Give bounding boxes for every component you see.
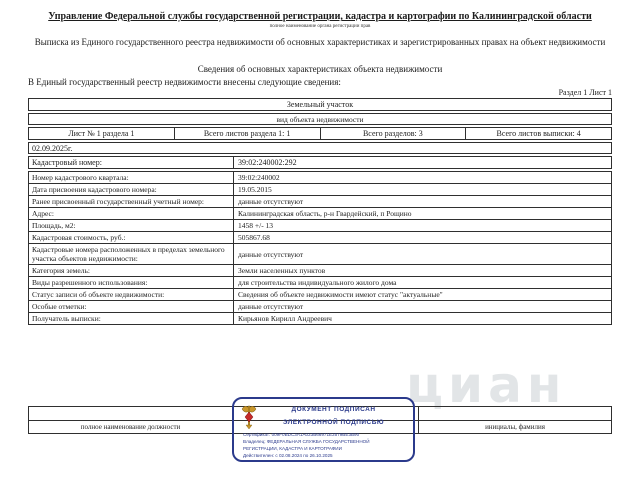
row-label: Ранее присвоенный государственный учетный номер: [29, 196, 234, 207]
row-label: Статус записи об объекте недвижимости: [29, 289, 234, 300]
signature-space [29, 407, 233, 420]
row-value: 505867.68 [238, 233, 270, 242]
table-row [29, 312, 611, 324]
row-label: Площадь, м2: [29, 220, 234, 231]
row-value: данные отсутствуют [238, 249, 304, 259]
sheet-info-row [28, 127, 612, 140]
document-title: Выписка из Единого государственного реестра недвижимости об основных характеристиках и зарегистрированных правах на объект недвижимости [34, 37, 606, 47]
section-characteristics-title: Сведения об основных характеристиках объекта недвижимости [197, 64, 443, 74]
table-row [29, 300, 611, 312]
row-label: Кадастровый номер: [29, 157, 234, 168]
row-label: Виды разрешенного использования: [29, 277, 234, 288]
name-space [419, 407, 611, 420]
row-value: Сведения об объекте недвижимости имеют статус "актуальные" [238, 290, 443, 299]
row-label: Категория земель: [29, 265, 234, 276]
table-row [29, 183, 611, 195]
row-value: 39:02:240002 [238, 173, 280, 182]
stamp-line-1: ДОКУМЕНТ ПОДПИСАН [291, 406, 376, 413]
stamp-certificate: Сертификат: 009F0BDC3A1A023B66971E2579BE3B90 [243, 432, 360, 437]
row-value: Земли населенных пунктов [238, 266, 326, 275]
table-row [29, 231, 611, 243]
table-row [29, 276, 611, 288]
name-caption: инициалы, фамилия [485, 423, 545, 431]
stamp-owner-line-2: РЕГИСТРАЦИИ, КАДАСТРА И КАРТОГРАФИИ [243, 446, 342, 451]
rosreestr-emblem-icon [241, 403, 257, 435]
table-row [29, 207, 611, 219]
row-label: Номер кадастрового квартала: [29, 172, 234, 183]
row-value: 19.05.2015 [238, 185, 272, 194]
row-label: Особые отметки: [29, 301, 234, 312]
details-table [28, 171, 612, 325]
row-value: для строительства индивидуального жилого дома [238, 278, 397, 287]
object-type-caption: вид объекта недвижимости [28, 113, 612, 125]
row-value: 1458 +/- 13 [238, 221, 274, 230]
sheet-info-cell: Всего разделов: 3 [321, 128, 467, 139]
table-row [29, 288, 611, 300]
row-label: Кадастровая стоимость, руб.: [29, 232, 234, 243]
authority-name: Управление Федеральной службы государственной регистрации, кадастра и картографии по Калининградской области [48, 11, 592, 22]
row-value: Калининградская область, р-н Гвардейский, п Рощино [238, 209, 412, 218]
row-label: Адрес: [29, 208, 234, 219]
intro-line: В Единый государственный реестр недвижимости внесены следующие сведения: [28, 77, 341, 87]
extract-date-row: 02.09.2025г. [28, 142, 612, 154]
table-row [29, 172, 611, 183]
row-value: Кирьянов Кирилл Андреевич [238, 314, 332, 323]
table-row [29, 195, 611, 207]
authority-caption: полное наименование органа регистрации прав [269, 24, 371, 29]
sheet-info-cell: Лист № 1 раздела 1 [29, 128, 175, 139]
cadastral-number-row [28, 156, 612, 169]
digital-signature-stamp [232, 397, 415, 462]
row-label: Дата присвоения кадастрового номера: [29, 184, 234, 195]
table-row [29, 264, 611, 276]
stamp-line-2: ЭЛЕКТРОННОЙ ПОДПИСЬЮ [282, 419, 385, 426]
cian-watermark: циан [406, 356, 567, 414]
sheet-info-cell: Всего листов раздела 1: 1 [175, 128, 321, 139]
sheet-info-cell: Всего листов выписки: 4 [496, 129, 581, 138]
table-row [29, 219, 611, 231]
object-type-value: Земельный участок [28, 98, 612, 111]
row-label: Получатель выписки: [29, 313, 234, 324]
stamp-owner-line-1: Владелец: ФЕДЕРАЛЬНАЯ СЛУЖБА ГОСУДАРСТВЕННОЙ [243, 439, 370, 444]
row-value: 39:02:240002:292 [238, 158, 297, 167]
row-value: данные отсутствуют [238, 302, 304, 311]
row-value: данные отсутствуют [238, 197, 304, 206]
stamp-validity: Действителен: с 02.08.2024 по 26.10.2025 [243, 453, 333, 458]
section-sheet-ref: Раздел 1 Лист 1 [558, 88, 612, 97]
row-label: Кадастровые номера расположенных в пределах земельного участка объектов недвижимости: [29, 244, 234, 264]
position-caption: полное наименование должности [29, 421, 233, 433]
table-row [29, 243, 611, 264]
